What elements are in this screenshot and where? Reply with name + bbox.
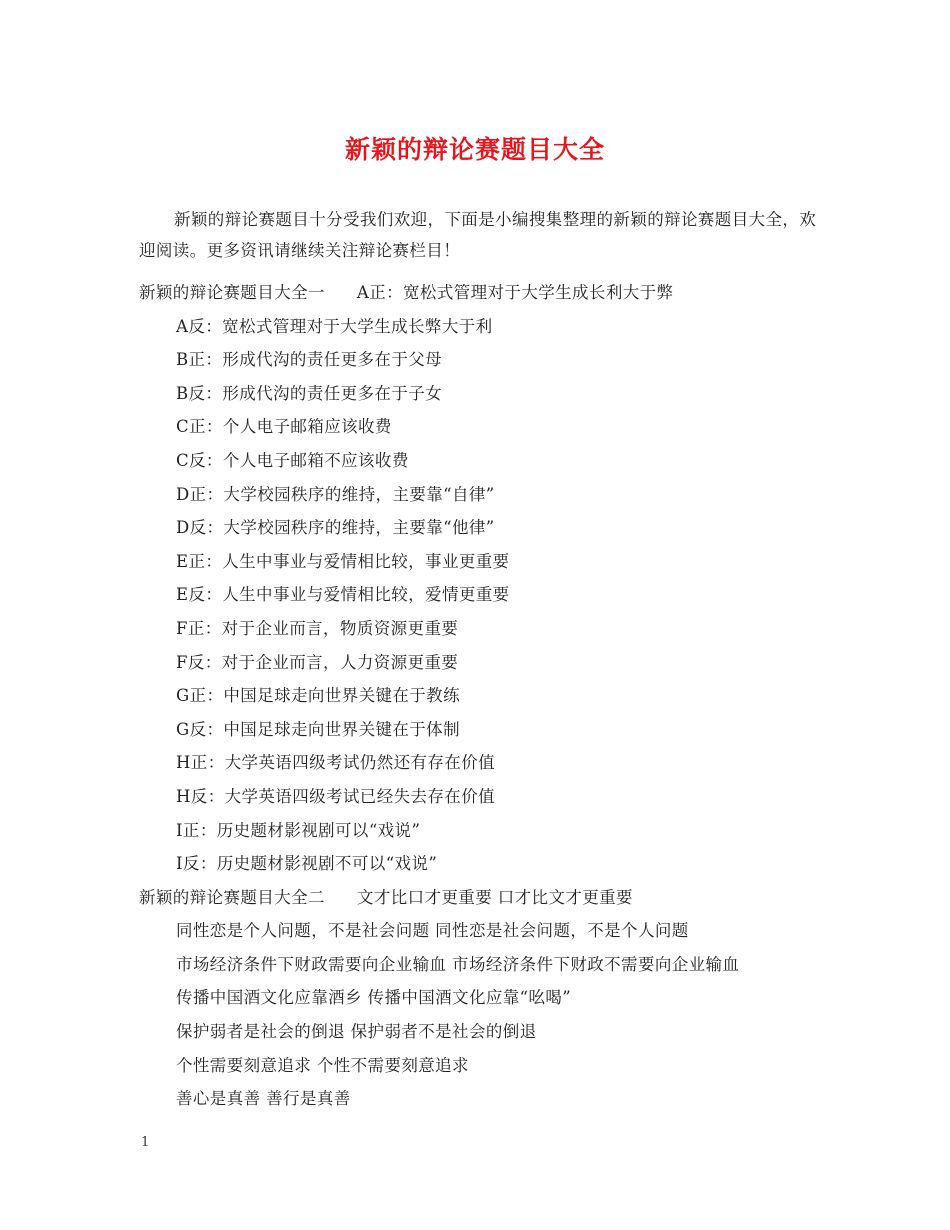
debate-topic-list xyxy=(139,276,829,1116)
list-item: H正：大学英语四级考试仍然还有存在价值 xyxy=(176,753,495,773)
list-item: D正：大学校园秩序的维持，主要靠“自律” xyxy=(176,484,495,504)
list-item: A反：宽松式管理对于大学生成长弊大于利 xyxy=(176,316,493,336)
section-1-heading: 新颖的辩论赛题目大全一 xyxy=(139,283,325,302)
section-2-first-item: 文才比口才更重要 口才比文才更重要 xyxy=(356,887,633,907)
list-item: H反：大学英语四级考试已经失去存在价值 xyxy=(176,786,495,806)
list-item: 保护弱者是社会的倒退 保护弱者不是社会的倒退 xyxy=(176,1022,537,1042)
list-item: E正：人生中事业与爱情相比较，事业更重要 xyxy=(176,551,510,571)
list-item: B正：形成代沟的责任更多在于父母 xyxy=(176,350,443,370)
intro-paragraph: 新颖的辩论赛题目十分受我们欢迎，下面是小编搜集整理的新颖的辩论赛题目大全，欢迎阅读。更多资讯请继续关注辩论赛栏目！ xyxy=(139,210,817,260)
list-item: B反：形成代沟的责任更多在于子女 xyxy=(176,383,443,403)
document-title: 新颖的辩论赛题目大全 xyxy=(344,135,605,164)
page-number: 1 xyxy=(141,1135,150,1150)
list-item: I反：历史题材影视剧不可以“戏说” xyxy=(176,854,438,874)
section-2-heading: 新颖的辩论赛题目大全二 xyxy=(139,887,325,907)
list-item: F正：对于企业而言，物质资源更重要 xyxy=(176,618,459,638)
list-item: E反：人生中事业与爱情相比较，爱情更重要 xyxy=(176,585,510,605)
list-item: 善心是真善 善行是真善 xyxy=(176,1089,351,1109)
list-item: C正：个人电子邮箱应该收费 xyxy=(176,417,392,437)
list-item: 市场经济条件下财政需要向企业输血 市场经济条件下财政不需要向企业输血 xyxy=(176,954,740,974)
list-item: 个性需要刻意追求 个性不需要刻意追求 xyxy=(176,1055,469,1075)
section-1-first-item: A正：宽松式管理对于大学生成长利大于弊 xyxy=(356,283,674,302)
list-item: I正：历史题材影视剧可以“戏说” xyxy=(176,820,421,840)
list-item: 同性恋是个人问题，不是社会问题 同性恋是社会问题，不是个人问题 xyxy=(176,921,689,941)
list-item: D反：大学校园秩序的维持，主要靠“他律” xyxy=(176,518,495,538)
list-item: 传播中国酒文化应靠酒乡 传播中国酒文化应靠“吆喝” xyxy=(176,988,572,1008)
list-item: G正：中国足球走向世界关键在于教练 xyxy=(176,686,460,706)
section-2-heading-line xyxy=(139,881,829,915)
list-item: C反：个人电子邮箱不应该收费 xyxy=(176,450,409,470)
list-item: F反：对于企业而言，人力资源更重要 xyxy=(176,652,459,672)
list-item: G反：中国足球走向世界关键在于体制 xyxy=(176,719,460,739)
section-1-heading-line xyxy=(139,276,829,310)
